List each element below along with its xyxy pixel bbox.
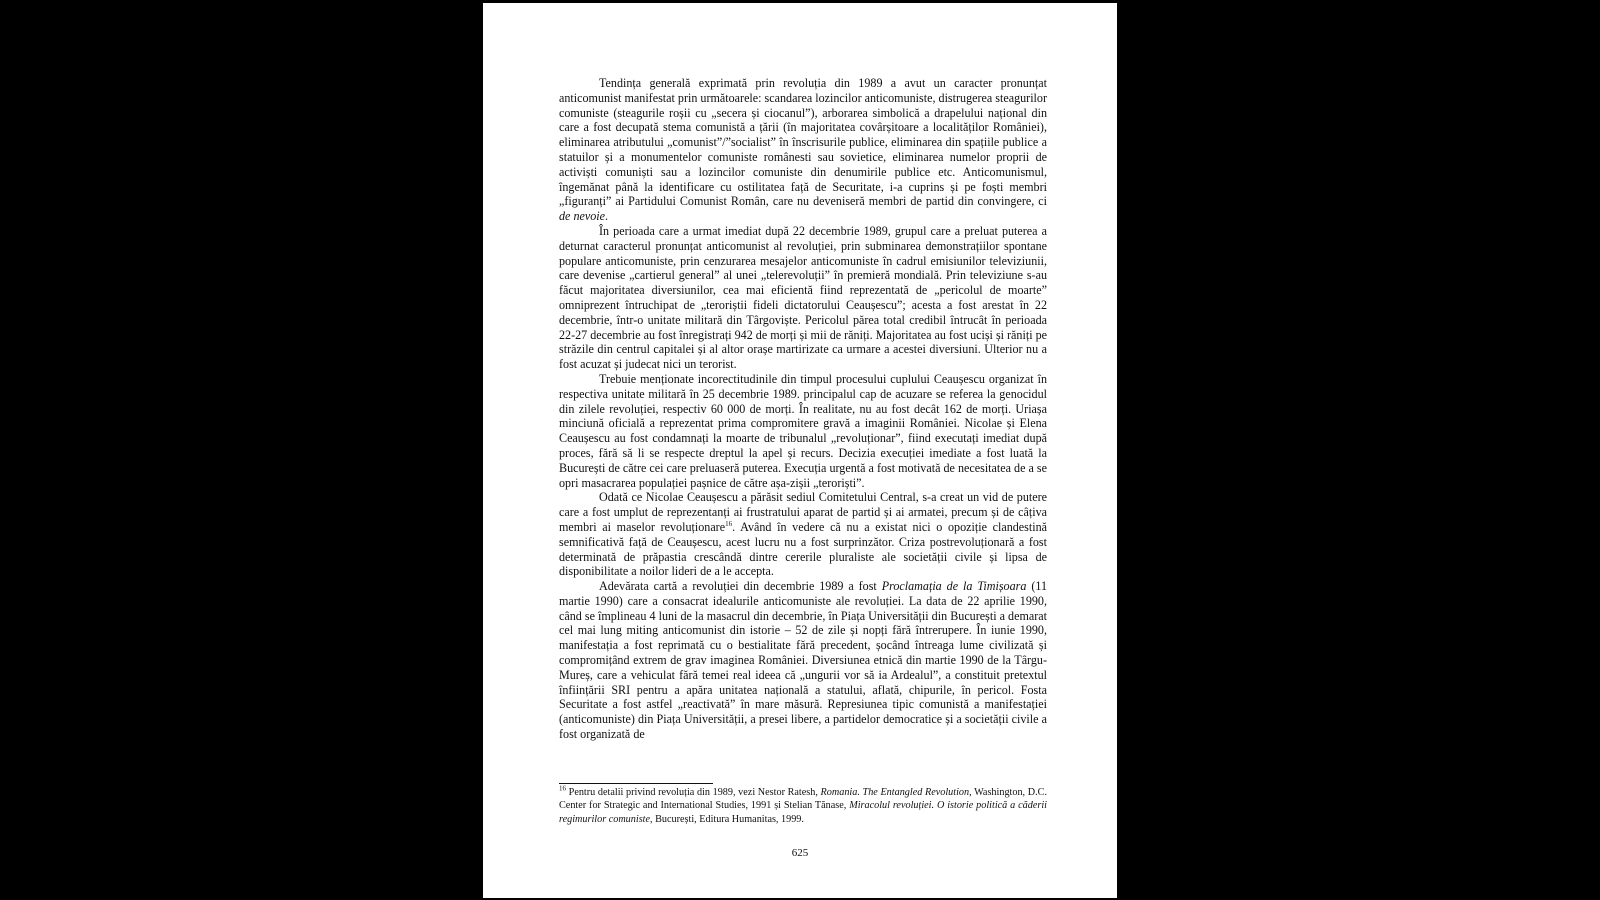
footnote-text: Pentru detalii privind revoluția din 1989, vezi Nestor Ratesh, [566, 787, 821, 798]
paragraph-1-text: Tendința generală exprimată prin revoluția din 1989 a avut un caracter pronunțat anticomunist manifestat prin următoarele: scandarea lozincilor anticomuniste, distrugerea steagurilor comuniste (steagurile roșii cu „secera și ciocanul”), arborarea simbolică a drapelului național din care a fost decupată stema comunistă a țării (în majoritatea covârșitoare a localităților României), eliminarea atributului „comunist”/”socialist” în înscrisurile publice, eliminarea din spațiile publice a statuilor și a monumentelor comuniste românesti sau sovietice, eliminarea numelor proprii de activiști comuniști sau a lozincilor comuniste din denumirile publice etc. Anticomunismul, îngemănat până la identificare cu ostilitatea față de Securitate, i-a cuprins și pe foști membri „figuranți” ai Partidului Comunist Român, care nu deveniseră membri de partid din convingere, ci [559, 76, 1047, 209]
paragraph-1 [559, 76, 1047, 224]
footnote [559, 786, 1047, 826]
footnote-divider [559, 783, 713, 784]
paragraph-2 [559, 224, 1047, 372]
page-number: 625 [791, 847, 809, 859]
paragraph-4-text: Odată ce Nicolae Ceaușescu a părăsit sediul Comitetului Central, s-a creat un vid de putere care a fost umplut de reprezentanți ai frustratului aparat de partid și ai armatei, precum și de câțiva membri ai maselor revoluționare [559, 490, 1047, 534]
paragraph-1-end: . [605, 209, 609, 224]
document-page [483, 3, 1117, 898]
paragraph-5-text: Adevărata cartă a revoluției din decembrie 1989 a fost [599, 579, 882, 594]
paragraph-4-end: . Având în vedere că nu a existat nici o opoziție clandestină semnificativă față de Ceaușescu, acest lucru nu a fost surprinzător. Criza postrevoluționară a fost determinată de prăpastia crescândă dintre cererile pluraliste ale societății civile și lipsa de disponibilitate a noilor lideri de a le accepta. [559, 519, 1047, 579]
paragraph-2-text: În perioada care a urmat imediat după 22 decembrie 1989, grupul care a preluat puterea a deturnat caracterul pronunțat anticomunist al revoluției, prin subminarea demonstrațiilor spontane populare anticomuniste, prin cenzurarea mesajelor anticomuniste în cadrul emisiunilor televiziunii, care devenise „cartierul general” al unei „telerevoluții” în premieră mondială. Prin televiziune s-au făcut majoritatea diversiunilor, cea mai eficientă fiind reprezentată de „pericolul de moarte” omniprezent întruchipat de „teroriștii fideli dictatorului Ceaușescu”; acesta a fost arestat în 22 decembrie, într-o unitate militară din Târgoviște. Pericolul părea total credibil întrucât în perioada 22-27 decembrie au fost înregistrați 942 de morți și mii de răniți. Majoritatea au fost uciși și răniți pe străzile din centrul capitalei și al altor orașe martirizate ca urmare a acestei diversiuni. Ulterior nu a fost acuzat și judecat nici un terorist. [559, 223, 1047, 372]
paragraph-3 [559, 372, 1047, 490]
paragraph-5-italic: Proclamația de la Timișoara [881, 579, 1027, 594]
footnote-title-1: Romania. The Entangled Revolution [820, 787, 970, 798]
footnote-text-3: , București, Editura Humanitas, 1999. [650, 813, 804, 825]
paragraph-1-italic: de nevoie [559, 209, 605, 224]
paragraph-3-text: Trebuie menționate incorectitudinile din timpul procesului cuplului Ceaușescu organizat în respectiva unitate militară în 25 decembrie 1989. principalul cap de acuzare se referea la genocidul din zilele revoluției, respectiv 60 000 de morți. În realitate, nu au fost decât 162 de morți. Uriașa minciună oficială a reprezentat prima compromitere gravă a imaginii României. Nicolae și Elena Ceaușescu au fost condamnați la moarte de tribunalul „revoluționar”, fiind executați imediat după proces, fără să li se respecte dreptul la apel și recurs. Decizia execuției imediate a fost luată la București de către cei care preluaseră puterea. Execuția urgentă a fost motivată de necesitatea de a se opri masacrarea populației pașnice de către așa-zișii „teroriști”. [559, 371, 1047, 490]
paragraph-4 [559, 490, 1047, 579]
footnote-reference[interactable]: 16 [725, 519, 733, 528]
footnote-number: 16 [559, 784, 566, 793]
body-text [559, 76, 1047, 742]
footnote-text-2: , Washington, D.C. Center for Strategic and International Studies, 1991 și Stelian Tănase, [559, 787, 1047, 812]
footnote-title-2: Miracolul revoluției. O istorie politică a căderii regimurilor comuniste [559, 800, 1048, 825]
paragraph-5-end: (11 martie 1990) care a consacrat idealurile anticomuniste ale revoluției. La data de 22 aprilie 1990, când se împlineau 4 luni de la masacrul din decembrie, în Piața Universității din București a demarat cel mai lung miting anticomunist din istorie – 52 de zile și nopți fără întrerupere. În iunie 1990, manifestația a fost reprimată cu o bestialitate fără precedent, șocând întreaga lume civilizată și compromițând extrem de grav imaginea României. Diversiunea etnică din martie 1990 de la Târgu-Mureș, care a vehiculat fără temei real ideea că „ungurii vor să ia Ardealul”, a constituit pretextul înființării SRI pentru a apăra unitatea națională a statului, aflată, chipurile, în pericol. Fosta Securitate a fost astfel „reactivată” în mare măsură. Represiunea tipic comunistă a manifestației (anticomuniste) din Piața Universității, a presei libere, a partidelor democratice și a societății civile a fost organizată de [559, 579, 1048, 742]
paragraph-5 [559, 579, 1047, 742]
